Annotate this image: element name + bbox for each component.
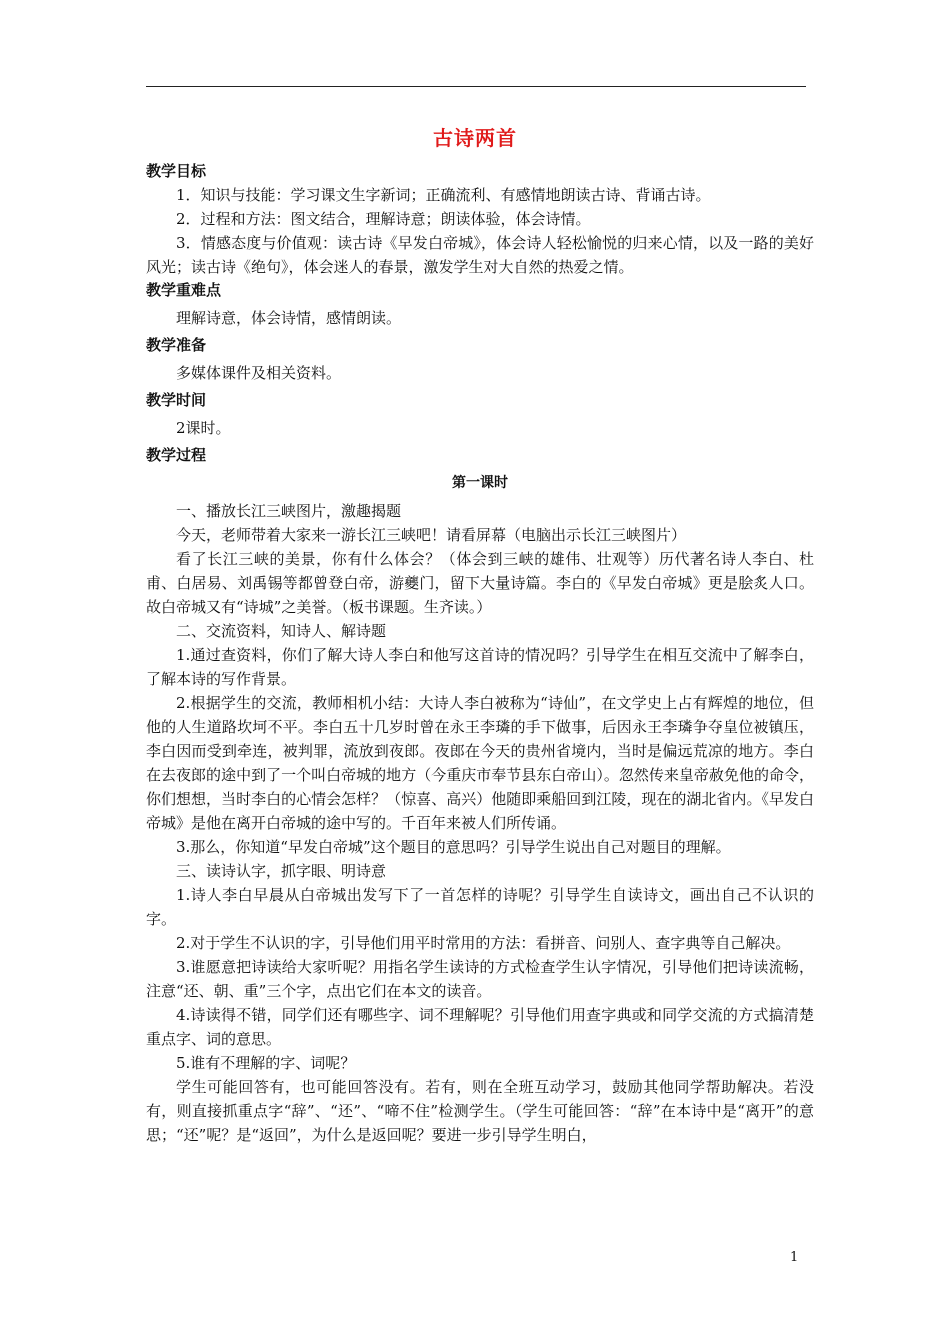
time-heading: 教学时间	[146, 391, 207, 409]
process-paragraph: 三、读诗认字，抓字眼、明诗意	[176, 862, 387, 880]
lesson-title: 第一课时	[452, 475, 508, 491]
process-paragraph: 3.那么，你知道“早发白帝城”这个题目的意思吗？引导学生说出自己对题目的理解。	[176, 838, 731, 856]
process-heading: 教学过程	[146, 446, 207, 464]
goal-1: 1．知识与技能：学习课文生字新词；正确流利、有感情地朗读古诗、背诵古诗。	[176, 186, 711, 204]
document-title: 古诗两首	[433, 126, 517, 150]
process-paragraph: 1.通过查资料，你们了解大诗人李白和他写这首诗的情况吗？引导学生在相互交流中了解李白，了解本诗的写作背景。	[146, 646, 814, 688]
header-rule	[146, 86, 806, 87]
process-paragraph: 今天，老师带着大家来一游长江三峡吧！请看屏幕（电脑出示长江三峡图片）	[176, 526, 687, 544]
key-points-text: 理解诗意，体会诗情，感情朗读。	[176, 309, 402, 327]
preparation-heading: 教学准备	[146, 336, 207, 354]
process-paragraph: 2.对于学生不认识的字，引导他们用平时常用的方法：看拼音、问别人、查字典等自己解决。	[176, 934, 791, 952]
time-text: 2课时。	[176, 419, 231, 437]
process-paragraph: 一、播放长江三峡图片，激趣揭题	[176, 502, 402, 520]
process-paragraph: 2.根据学生的交流，教师相机小结：大诗人李白被称为“诗仙”，在文学史上占有辉煌的地位，但他的人生道路坎坷不平。李白五十几岁时曾在永王李璘的手下做事，后因永王李璘争夺皇位被镇压，李白因而受到牵连，被判罪，流放到夜郎。夜郎在今天的贵州省境内，当时是偏远荒凉的地方。李白在去夜郎的途中到了一个叫白帝城的地方（今重庆市奉节县东白帝山）。忽然传来皇帝赦免他的命令，你们想想，当时李白的心情会怎样？（惊喜、高兴）他随即乘船回到江陵，现在的湖北省内。《早发白帝城》是他在离开白帝城的途中写的。千百年来被人们所传诵。	[146, 694, 814, 832]
page-number: 1	[790, 1250, 799, 1265]
process-paragraph: 3.谁愿意把诗读给大家听呢？用指名学生读诗的方式检查学生认字情况，引导他们把诗读流畅，注意“还、朝、重”三个字，点出它们在本文的读音。	[146, 958, 814, 1000]
document-body	[146, 160, 814, 1147]
process-paragraph: 5.谁有不理解的字、词呢？	[176, 1054, 356, 1072]
preparation-text: 多媒体课件及相关资料。	[176, 364, 342, 382]
process-paragraph: 1.诗人李白早晨从白帝城出发写下了一首怎样的诗呢？引导学生自读诗文，画出自己不认识的字。	[146, 886, 814, 928]
goals-heading: 教学目标	[146, 162, 207, 180]
goal-3: 3．情感态度与价值观：读古诗《早发白帝城》，体会诗人轻松愉悦的归来心情，以及一路的美好风光；读古诗《绝句》，体会迷人的春景，激发学生对大自然的热爱之情。	[146, 234, 814, 276]
process-paragraph: 看了长江三峡的美景，你有什么体会？（体会到三峡的雄伟、壮观等）历代著名诗人李白、杜甫、白居易、刘禹锡等都曾登白帝，游夔门，留下大量诗篇。李白的《早发白帝城》更是脍炙人口。故白帝城又有“诗城”之美誉。（板书课题。生齐读。）	[146, 550, 814, 616]
process-paragraph: 二、交流资料，知诗人、解诗题	[176, 622, 387, 640]
process-paragraph: 4.诗读得不错，同学们还有哪些字、词不理解呢？引导他们用查字典或和同学交流的方式搞清楚重点字、词的意思。	[146, 1006, 814, 1048]
key-points-heading: 教学重难点	[146, 281, 222, 299]
goal-2: 2．过程和方法：图文结合，理解诗意；朗读体验，体会诗情。	[176, 210, 591, 228]
process-paragraph: 学生可能回答有，也可能回答没有。若有，则在全班互动学习，鼓励其他同学帮助解决。若没有，则直接抓重点字“辞”、“还”、“啼不住”检测学生。（学生可能回答：“辞”在本诗中是“离开”的意思；“还”呢？是“返回”，为什么是返回呢？要进一步引导学生明白，	[146, 1078, 814, 1144]
